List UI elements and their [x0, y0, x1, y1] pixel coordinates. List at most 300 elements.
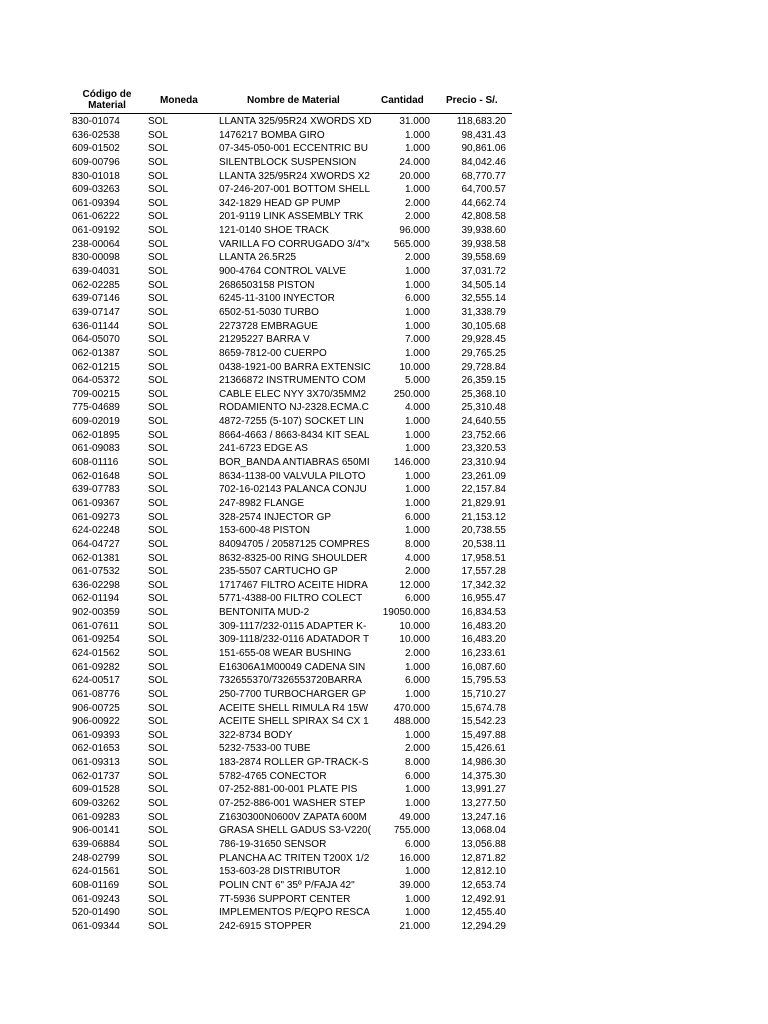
- table-row: [70, 497, 512, 511]
- cell-currency: SOL: [148, 184, 169, 196]
- cell-price: 31,338.79: [461, 306, 506, 318]
- table-row: [70, 729, 512, 743]
- cell-price: 23,320.53: [461, 443, 506, 455]
- cell-material-name: 6245-11-3100 INYECTOR: [219, 293, 335, 305]
- cell-currency: SOL: [148, 156, 169, 168]
- cell-quantity: 1.000: [404, 429, 430, 441]
- cell-material-code: 639-06884: [72, 838, 120, 850]
- cell-material-code: 062-01387: [72, 347, 120, 359]
- cell-material-name: GRASA SHELL GADUS S3-V220(: [219, 825, 371, 837]
- cell-price: 84,042.46: [461, 156, 506, 168]
- cell-material-name: 309-1117/232-0115 ADAPTER K-: [219, 620, 367, 632]
- table-row: [70, 879, 512, 893]
- cell-currency: SOL: [148, 347, 169, 359]
- cell-currency: SOL: [148, 838, 169, 850]
- cell-material-name: 1476217 BOMBA GIRO: [219, 129, 325, 141]
- cell-quantity: 1.000: [404, 661, 430, 673]
- cell-quantity: 1.000: [404, 443, 430, 455]
- cell-currency: SOL: [148, 552, 169, 564]
- table-row: [70, 156, 512, 170]
- table-row: [70, 633, 512, 647]
- cell-material-name: BOR_BANDA ANTIABRAS 650MI: [219, 457, 370, 469]
- table-row: [70, 524, 512, 538]
- cell-price: 29,765.25: [461, 347, 506, 359]
- cell-material-name: LLANTA 325/95R24 XWORDS XD: [219, 116, 372, 127]
- cell-currency: SOL: [148, 798, 169, 810]
- cell-material-name: 7T-5936 SUPPORT CENTER: [219, 893, 351, 905]
- cell-price: 37,031.72: [461, 266, 506, 278]
- cell-quantity: 1.000: [404, 416, 430, 428]
- cell-material-name: 702-16-02143 PALANCA CONJU: [219, 484, 367, 496]
- cell-material-code: 609-03263: [72, 184, 120, 196]
- cell-quantity: 1.000: [404, 497, 430, 509]
- table-row: [70, 852, 512, 866]
- cell-quantity: 16.000: [399, 852, 430, 864]
- table-row: [70, 906, 512, 920]
- cell-material-name: 07-345-050-001 ECCENTRIC BU: [219, 143, 368, 155]
- table-row: [70, 197, 512, 211]
- cell-price: 44,662.74: [461, 197, 506, 209]
- table-row: [70, 647, 512, 661]
- cell-material-code: 061-09367: [72, 497, 120, 509]
- cell-price: 29,928.45: [461, 334, 506, 346]
- cell-quantity: 470.000: [393, 702, 430, 714]
- cell-material-code: 238-00064: [72, 238, 120, 250]
- table-row: [70, 442, 512, 456]
- cell-quantity: 1.000: [404, 320, 430, 332]
- cell-material-code: 609-03262: [72, 798, 120, 810]
- cell-price: 23,310.94: [461, 457, 506, 469]
- cell-price: 15,497.88: [461, 729, 506, 741]
- cell-quantity: 31.000: [399, 116, 430, 127]
- cell-currency: SOL: [148, 811, 169, 823]
- header-material-name: Nombre de Material: [247, 95, 340, 106]
- cell-quantity: 1.000: [404, 798, 430, 810]
- cell-currency: SOL: [148, 688, 169, 700]
- cell-price: 98,431.43: [461, 129, 506, 141]
- cell-quantity: 1.000: [404, 266, 430, 278]
- cell-price: 39,558.69: [461, 252, 506, 264]
- cell-quantity: 96.000: [399, 225, 430, 237]
- cell-price: 25,310.48: [461, 402, 506, 414]
- cell-quantity: 1.000: [404, 729, 430, 741]
- cell-quantity: 565.000: [393, 238, 430, 250]
- table-row: [70, 756, 512, 770]
- cell-material-name: 21295227 BARRA V: [219, 334, 310, 346]
- cell-material-code: 062-01194: [72, 593, 120, 605]
- cell-currency: SOL: [148, 416, 169, 428]
- cell-material-code: 062-02285: [72, 279, 120, 291]
- cell-material-code: 061-09394: [72, 197, 120, 209]
- cell-currency: SOL: [148, 702, 169, 714]
- cell-material-code: 064-05372: [72, 375, 120, 387]
- cell-price: 16,087.60: [461, 661, 506, 673]
- cell-currency: SOL: [148, 361, 169, 373]
- table-row: [70, 552, 512, 566]
- cell-quantity: 2.000: [404, 197, 430, 209]
- table-row: [70, 661, 512, 675]
- table-row: [70, 470, 512, 484]
- cell-currency: SOL: [148, 675, 169, 687]
- cell-price: 17,958.51: [461, 552, 506, 564]
- cell-currency: SOL: [148, 211, 169, 223]
- cell-material-name: 07-252-881-00-001 PLATE PIS: [219, 784, 358, 796]
- cell-material-name: 84094705 / 20587125 COMPRES: [219, 538, 370, 550]
- cell-material-name: 21366872 INSTRUMENTO COM: [219, 375, 366, 387]
- cell-price: 12,455.40: [461, 907, 506, 919]
- cell-price: 12,294.29: [461, 920, 506, 932]
- cell-material-code: 830-01074: [72, 116, 120, 127]
- cell-price: 24,640.55: [461, 416, 506, 428]
- cell-quantity: 1.000: [404, 306, 430, 318]
- cell-material-code: 061-09344: [72, 920, 120, 932]
- cell-quantity: 488.000: [393, 716, 430, 728]
- cell-quantity: 2.000: [404, 211, 430, 223]
- cell-currency: SOL: [148, 129, 169, 141]
- cell-quantity: 1.000: [404, 866, 430, 878]
- cell-currency: SOL: [148, 770, 169, 782]
- cell-currency: SOL: [148, 566, 169, 578]
- cell-material-code: 061-08776: [72, 688, 120, 700]
- cell-price: 34,505.14: [461, 279, 506, 291]
- table-row: [70, 715, 512, 729]
- cell-currency: SOL: [148, 920, 169, 932]
- cell-currency: SOL: [148, 116, 169, 127]
- cell-price: 20,538.11: [462, 538, 506, 550]
- cell-material-code: 609-02019: [72, 416, 120, 428]
- table-row: [70, 183, 512, 197]
- cell-material-code: 061-09083: [72, 443, 120, 455]
- cell-material-code: 636-01144: [72, 320, 120, 332]
- table-row: [70, 811, 512, 825]
- cell-currency: SOL: [148, 470, 169, 482]
- cell-currency: SOL: [148, 634, 169, 646]
- cell-price: 21,829.91: [461, 497, 506, 509]
- cell-material-code: 639-07147: [72, 306, 120, 318]
- table-row: [70, 688, 512, 702]
- cell-currency: SOL: [148, 252, 169, 264]
- cell-material-code: 624-01561: [72, 866, 120, 878]
- cell-material-name: 121-0140 SHOE TRACK: [219, 225, 329, 237]
- cell-quantity: 10.000: [399, 634, 430, 646]
- cell-material-name: SILENTBLOCK SUSPENSION: [219, 156, 357, 168]
- cell-quantity: 6.000: [404, 838, 430, 850]
- cell-quantity: 24.000: [399, 156, 430, 168]
- header-material-code: Código de Material: [82, 89, 132, 111]
- cell-price: 30,105.68: [461, 320, 506, 332]
- table-row: [70, 620, 512, 634]
- cell-quantity: 146.000: [393, 457, 430, 469]
- table-row: [70, 333, 512, 347]
- cell-material-code: 624-00517: [72, 675, 120, 687]
- table-row: [70, 702, 512, 716]
- cell-price: 90,861.06: [461, 143, 506, 155]
- table-row: [70, 170, 512, 184]
- table-header: [70, 88, 512, 113]
- cell-quantity: 1.000: [404, 907, 430, 919]
- table-row: [70, 224, 512, 238]
- cell-material-code: 902-00359: [72, 607, 120, 619]
- cell-currency: SOL: [148, 716, 169, 728]
- table-row: [70, 893, 512, 907]
- cell-price: 15,710.27: [461, 688, 506, 700]
- cell-material-name: 247-8982 FLANGE: [219, 497, 305, 509]
- cell-currency: SOL: [148, 729, 169, 741]
- cell-material-name: 309-1118/232-0116 ADATADOR T: [219, 634, 370, 646]
- cell-material-name: 786-19-31650 SENSOR: [219, 838, 327, 850]
- cell-material-code: 061-09393: [72, 729, 120, 741]
- cell-material-name: CABLE ELEC NYY 3X70/35MM2: [219, 388, 367, 400]
- table-row: [70, 320, 512, 334]
- cell-currency: SOL: [148, 907, 169, 919]
- materials-table: [70, 88, 512, 932]
- cell-quantity: 1.000: [404, 470, 430, 482]
- cell-quantity: 250.000: [393, 388, 430, 400]
- table-row: [70, 579, 512, 593]
- cell-material-name: 2686503158 PISTON: [219, 279, 315, 291]
- cell-currency: SOL: [148, 866, 169, 878]
- cell-currency: SOL: [148, 743, 169, 755]
- cell-quantity: 1.000: [404, 347, 430, 359]
- table-row: [70, 797, 512, 811]
- cell-material-code: 608-01169: [72, 879, 120, 891]
- cell-price: 118,683.20: [456, 116, 506, 127]
- cell-price: 15,542.23: [461, 716, 506, 728]
- cell-material-name: ACEITE SHELL SPIRAX S4 CX 1: [219, 716, 369, 728]
- cell-quantity: 10.000: [399, 620, 430, 632]
- cell-price: 21,153.12: [461, 511, 506, 523]
- table-row: [70, 238, 512, 252]
- cell-quantity: 6.000: [404, 593, 430, 605]
- table-row: [70, 388, 512, 402]
- cell-currency: SOL: [148, 197, 169, 209]
- header-price: Precio - S/.: [446, 95, 498, 106]
- cell-quantity: 755.000: [393, 825, 430, 837]
- cell-material-code: 061-09192: [72, 225, 120, 237]
- table-body: [70, 115, 512, 933]
- table-row: [70, 565, 512, 579]
- cell-price: 12,871.82: [461, 852, 506, 864]
- table-row: [70, 401, 512, 415]
- cell-currency: SOL: [148, 784, 169, 796]
- table-row: [70, 129, 512, 143]
- cell-material-code: 709-00215: [72, 388, 120, 400]
- cell-material-code: 830-01018: [72, 170, 120, 182]
- cell-quantity: 1.000: [404, 893, 430, 905]
- cell-material-name: E16306A1M00049 CADENA SIN: [219, 661, 366, 673]
- cell-material-name: PLANCHA AC TRITEN T200X 1/2: [219, 852, 370, 864]
- cell-material-name: RODAMIENTO NJ-2328.ECMA.C: [219, 402, 369, 414]
- cell-material-name: 900-4764 CONTROL VALVE: [219, 266, 347, 278]
- table-row: [70, 415, 512, 429]
- cell-quantity: 10.000: [399, 361, 430, 373]
- cell-material-code: 624-02248: [72, 525, 120, 537]
- table-row: [70, 538, 512, 552]
- table-row: [70, 142, 512, 156]
- cell-quantity: 12.000: [399, 579, 430, 591]
- cell-material-code: 061-09283: [72, 811, 120, 823]
- cell-price: 16,955.47: [461, 593, 506, 605]
- cell-price: 39,938.60: [461, 225, 506, 237]
- cell-material-name: 8632-8325-00 RING SHOULDER: [219, 552, 368, 564]
- cell-material-name: 8664-4663 / 8663-8434 KIT SEAL: [219, 429, 370, 441]
- cell-quantity: 49.000: [399, 811, 430, 823]
- cell-currency: SOL: [148, 852, 169, 864]
- cell-material-name: 153-600-48 PISTON: [219, 525, 310, 537]
- cell-quantity: 8.000: [404, 757, 430, 769]
- cell-material-name: 07-252-886-001 WASHER STEP: [219, 798, 366, 810]
- cell-price: 13,056.88: [461, 838, 506, 850]
- cell-currency: SOL: [148, 457, 169, 469]
- cell-material-code: 609-00796: [72, 156, 120, 168]
- cell-currency: SOL: [148, 306, 169, 318]
- table-row: [70, 783, 512, 797]
- cell-currency: SOL: [148, 170, 169, 182]
- cell-quantity: 2.000: [404, 647, 430, 659]
- cell-currency: SOL: [148, 484, 169, 496]
- cell-currency: SOL: [148, 443, 169, 455]
- cell-currency: SOL: [148, 525, 169, 537]
- cell-quantity: 4.000: [404, 552, 430, 564]
- cell-material-name: 4872-7255 (5-107) SOCKET LIN: [219, 416, 364, 428]
- cell-price: 39,938.58: [461, 238, 506, 250]
- cell-material-name: IMPLEMENTOS P/EQPO RESCA: [219, 907, 370, 919]
- cell-material-name: 153-603-28 DISTRIBUTOR: [219, 866, 341, 878]
- cell-price: 29,728.84: [461, 361, 506, 373]
- cell-price: 15,795.53: [461, 675, 506, 687]
- cell-price: 16,483.20: [461, 634, 506, 646]
- cell-material-name: ACEITE SHELL RIMULA R4 15W: [219, 702, 369, 714]
- cell-material-code: 639-04031: [72, 266, 120, 278]
- table-row: [70, 115, 512, 129]
- cell-material-name: 5232-7533-00 TUBE: [219, 743, 311, 755]
- cell-material-name: 151-655-08 WEAR BUSHING: [219, 647, 352, 659]
- cell-material-code: 609-01528: [72, 784, 120, 796]
- cell-price: 16,834.53: [461, 607, 506, 619]
- cell-currency: SOL: [148, 620, 169, 632]
- cell-price: 64,700.57: [461, 184, 506, 196]
- cell-material-name: 201-9119 LINK ASSEMBLY TRK: [219, 211, 364, 223]
- table-row: [70, 279, 512, 293]
- cell-material-name: 241-6723 EDGE AS: [219, 443, 308, 455]
- cell-price: 13,247.16: [461, 811, 506, 823]
- cell-price: 17,557.28: [461, 566, 506, 578]
- cell-price: 14,986.30: [461, 757, 506, 769]
- table-row: [70, 251, 512, 265]
- cell-material-code: 061-07611: [72, 620, 120, 632]
- table-row: [70, 674, 512, 688]
- cell-material-name: 2273728 EMBRAGUE: [219, 320, 318, 332]
- cell-material-code: 062-01648: [72, 470, 120, 482]
- cell-material-name: 0438-1921-00 BARRA EXTENSIC: [219, 361, 371, 373]
- cell-price: 12,492.91: [461, 893, 506, 905]
- cell-price: 12,653.74: [461, 879, 506, 891]
- cell-quantity: 6.000: [404, 293, 430, 305]
- cell-material-name: 183-2874 ROLLER GP-TRACK-S: [219, 757, 369, 769]
- cell-material-code: 608-01116: [72, 457, 119, 469]
- cell-quantity: 21.000: [399, 920, 430, 932]
- cell-material-name: LLANTA 325/95R24 XWORDS X2: [219, 170, 370, 182]
- cell-quantity: 19050.000: [382, 607, 430, 619]
- table-row: [70, 770, 512, 784]
- table-row: [70, 920, 512, 934]
- cell-price: 13,277.50: [461, 798, 506, 810]
- cell-quantity: 1.000: [404, 184, 430, 196]
- cell-material-code: 775-04689: [72, 402, 120, 414]
- cell-currency: SOL: [148, 402, 169, 414]
- cell-quantity: 1.000: [404, 525, 430, 537]
- cell-currency: SOL: [148, 825, 169, 837]
- cell-currency: SOL: [148, 266, 169, 278]
- cell-material-name: 5771-4388-00 FILTRO COLECT: [219, 593, 363, 605]
- cell-material-code: 061-07532: [72, 566, 120, 578]
- cell-currency: SOL: [148, 497, 169, 509]
- cell-material-code: 062-01895: [72, 429, 120, 441]
- header-currency: Moneda: [160, 95, 198, 106]
- cell-currency: SOL: [148, 225, 169, 237]
- cell-currency: SOL: [148, 593, 169, 605]
- cell-currency: SOL: [148, 293, 169, 305]
- cell-material-code: 636-02538: [72, 129, 120, 141]
- table-row: [70, 456, 512, 470]
- table-row: [70, 292, 512, 306]
- cell-material-code: 639-07783: [72, 484, 120, 496]
- cell-price: 15,426.61: [461, 743, 506, 755]
- cell-material-name: 07-246-207-001 BOTTOM SHELL: [219, 184, 371, 196]
- cell-material-name: 1717467 FILTRO ACEITE HIDRA: [219, 579, 368, 591]
- cell-quantity: 6.000: [404, 511, 430, 523]
- cell-material-name: 322-8734 BODY: [219, 729, 293, 741]
- cell-material-code: 061-09282: [72, 661, 120, 673]
- cell-material-code: 830-00098: [72, 252, 120, 264]
- table-row: [70, 210, 512, 224]
- table-row: [70, 865, 512, 879]
- cell-price: 22,157.84: [461, 484, 506, 496]
- table-row: [70, 592, 512, 606]
- cell-material-code: 061-09243: [72, 893, 120, 905]
- table-row: [70, 374, 512, 388]
- cell-material-name: 235-5507 CARTUCHO GP: [219, 566, 338, 578]
- cell-currency: SOL: [148, 893, 169, 905]
- cell-material-name: 6502-51-5030 TURBO: [219, 306, 319, 318]
- cell-price: 14,375.30: [461, 770, 506, 782]
- cell-currency: SOL: [148, 511, 169, 523]
- cell-currency: SOL: [148, 375, 169, 387]
- cell-price: 23,752.66: [461, 429, 506, 441]
- cell-material-name: 8659-7812-00 CUERPO: [219, 347, 327, 359]
- cell-material-code: 636-02298: [72, 579, 120, 591]
- cell-material-code: 624-01562: [72, 647, 120, 659]
- cell-material-code: 064-05070: [72, 334, 120, 346]
- cell-quantity: 1.000: [404, 688, 430, 700]
- cell-quantity: 6.000: [404, 770, 430, 782]
- table-row: [70, 824, 512, 838]
- cell-quantity: 1.000: [404, 129, 430, 141]
- cell-currency: SOL: [148, 879, 169, 891]
- cell-material-name: 732655370/7326553720BARRA: [219, 675, 362, 687]
- cell-material-name: 8634-1138-00 VALVULA PILOTO: [219, 470, 366, 482]
- table-row: [70, 306, 512, 320]
- cell-material-code: 906-00725: [72, 702, 120, 714]
- cell-price: 16,233.61: [461, 647, 506, 659]
- table-row: [70, 606, 512, 620]
- cell-material-name: 5782-4765 CONECTOR: [219, 770, 327, 782]
- cell-material-name: 328-2574 INJECTOR GP: [219, 511, 332, 523]
- cell-currency: SOL: [148, 647, 169, 659]
- cell-currency: SOL: [148, 429, 169, 441]
- cell-price: 13,991.27: [461, 784, 506, 796]
- cell-material-code: 061-09313: [72, 757, 120, 769]
